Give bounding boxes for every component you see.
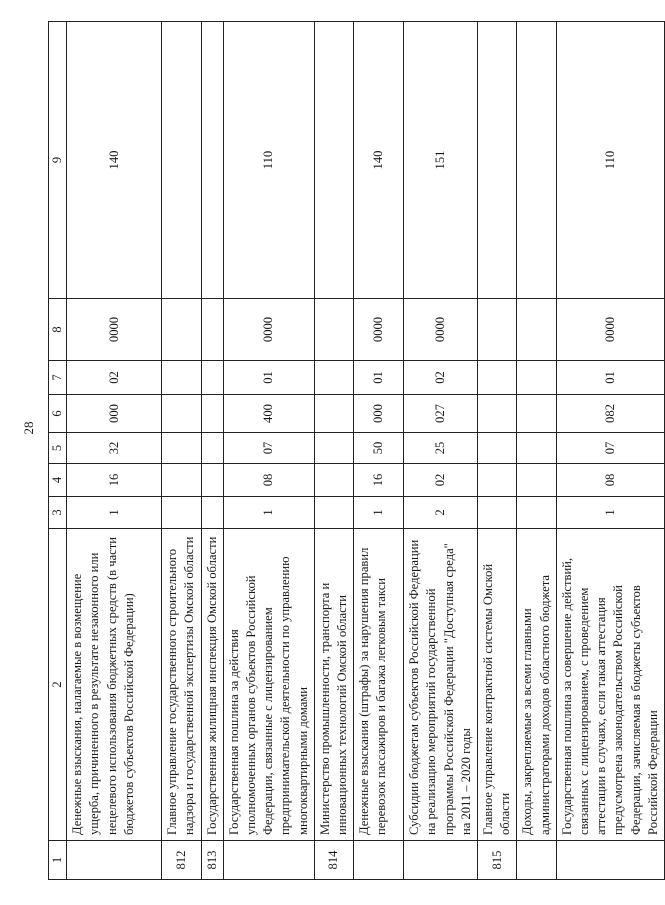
code-subgroup bbox=[517, 464, 556, 497]
revenue-description: Главное управление государственного строительного надзора и государственной экспертизы Омской области bbox=[162, 529, 201, 841]
table-row bbox=[404, 22, 478, 880]
code-subgroup: 08 bbox=[556, 464, 664, 497]
code-subgroup bbox=[314, 464, 353, 497]
revenue-description: Денежные взыскания (штрафы) за нарушения правил перевозок пассажиров и багажа легковым такси bbox=[354, 529, 404, 841]
code-article: 07 bbox=[556, 433, 664, 464]
administrator-code bbox=[517, 841, 556, 880]
code-subarticle bbox=[201, 395, 223, 433]
code-article bbox=[478, 433, 517, 464]
code-element bbox=[201, 361, 223, 395]
code-subarticle bbox=[478, 395, 517, 433]
table-row bbox=[314, 22, 353, 880]
administrator-code bbox=[67, 841, 162, 880]
code-group bbox=[201, 497, 223, 529]
code-subarticle: 082 bbox=[556, 395, 664, 433]
code-element: 01 bbox=[223, 361, 314, 395]
code-element: 01 bbox=[556, 361, 664, 395]
col-header-1: 1 bbox=[49, 841, 67, 880]
code-program: 0000 bbox=[354, 299, 404, 361]
code-subarticle: 400 bbox=[223, 395, 314, 433]
table-row bbox=[556, 22, 664, 880]
code-program bbox=[517, 299, 556, 361]
code-subarticle: 000 bbox=[67, 395, 162, 433]
code-article: 25 bbox=[404, 433, 478, 464]
budget-codes-table bbox=[48, 21, 665, 880]
code-article: 32 bbox=[67, 433, 162, 464]
code-classification: 110 bbox=[223, 22, 314, 299]
administrator-code bbox=[354, 841, 404, 880]
code-group bbox=[162, 497, 201, 529]
code-element bbox=[478, 361, 517, 395]
table-row bbox=[67, 22, 162, 880]
code-group bbox=[517, 497, 556, 529]
col-header-2: 2 bbox=[49, 529, 67, 841]
code-subgroup: 16 bbox=[67, 464, 162, 497]
table-row bbox=[162, 22, 201, 880]
code-subgroup bbox=[478, 464, 517, 497]
page-number: 28 bbox=[21, 421, 36, 435]
code-subarticle bbox=[162, 395, 201, 433]
code-subgroup bbox=[201, 464, 223, 497]
table-row bbox=[223, 22, 314, 880]
revenue-description: Главное управление контрактной системы Омской области bbox=[478, 529, 517, 841]
code-classification: 151 bbox=[404, 22, 478, 299]
col-header-3: 3 bbox=[49, 497, 67, 529]
code-subgroup bbox=[162, 464, 201, 497]
rotated-table-wrapper bbox=[48, 22, 660, 880]
table-row bbox=[478, 22, 517, 880]
code-program: 0000 bbox=[67, 299, 162, 361]
code-classification bbox=[201, 22, 223, 299]
code-article: 07 bbox=[223, 433, 314, 464]
code-article bbox=[517, 433, 556, 464]
revenue-description: Денежные взыскания, налагаемые в возмещение ущерба, причиненного в результате незаконного или нецелевого использования бюджетных средств (в части бюджетов субъектов Российской Федерации) bbox=[67, 529, 162, 841]
col-header-6: 6 bbox=[49, 395, 67, 433]
revenue-description: Министерство промышленности, транспорта и инновационных технологий Омской области bbox=[314, 529, 353, 841]
code-element bbox=[314, 361, 353, 395]
administrator-code bbox=[223, 841, 314, 880]
code-element: 02 bbox=[404, 361, 478, 395]
col-header-7: 7 bbox=[49, 361, 67, 395]
col-header-9: 9 bbox=[49, 22, 67, 299]
code-group: 2 bbox=[404, 497, 478, 529]
table-row bbox=[517, 22, 556, 880]
administrator-code: 815 bbox=[478, 841, 517, 880]
col-header-8: 8 bbox=[49, 299, 67, 361]
code-subarticle bbox=[517, 395, 556, 433]
code-subgroup: 08 bbox=[223, 464, 314, 497]
code-subarticle: 027 bbox=[404, 395, 478, 433]
code-group bbox=[314, 497, 353, 529]
code-element: 02 bbox=[67, 361, 162, 395]
column-number-row bbox=[49, 22, 67, 880]
code-classification bbox=[517, 22, 556, 299]
code-subarticle bbox=[314, 395, 353, 433]
code-program: 0000 bbox=[404, 299, 478, 361]
code-element: 01 bbox=[354, 361, 404, 395]
code-subarticle: 000 bbox=[354, 395, 404, 433]
revenue-description: Государственная жилищная инспекция Омской области bbox=[201, 529, 223, 841]
code-program bbox=[201, 299, 223, 361]
code-article bbox=[201, 433, 223, 464]
code-program: 0000 bbox=[223, 299, 314, 361]
revenue-description: Государственная пошлина за совершение действий, связанных с лицензированием, с проведением аттестации в случаях, если такая аттестация предусмотрена законодательством Российской Федерации, зачисляемая в бюджеты субъектов Российской Федерации bbox=[556, 529, 664, 841]
table-row bbox=[201, 22, 223, 880]
code-classification: 140 bbox=[67, 22, 162, 299]
code-article bbox=[162, 433, 201, 464]
code-subgroup: 16 bbox=[354, 464, 404, 497]
administrator-code: 813 bbox=[201, 841, 223, 880]
code-classification bbox=[162, 22, 201, 299]
code-element bbox=[517, 361, 556, 395]
code-group bbox=[478, 497, 517, 529]
administrator-code: 812 bbox=[162, 841, 201, 880]
code-classification: 110 bbox=[556, 22, 664, 299]
code-classification: 140 bbox=[354, 22, 404, 299]
revenue-description: Субсидии бюджетам субъектов Российской Федерации на реализацию мероприятий государственной программы Российской Федерации "Доступная среда" на 2011 – 2020 годы bbox=[404, 529, 478, 841]
table-row bbox=[354, 22, 404, 880]
code-article: 50 bbox=[354, 433, 404, 464]
code-subgroup: 02 bbox=[404, 464, 478, 497]
administrator-code bbox=[404, 841, 478, 880]
code-program bbox=[162, 299, 201, 361]
code-element bbox=[162, 361, 201, 395]
administrator-code: 814 bbox=[314, 841, 353, 880]
code-classification bbox=[478, 22, 517, 299]
col-header-4: 4 bbox=[49, 464, 67, 497]
code-group: 1 bbox=[67, 497, 162, 529]
administrator-code bbox=[556, 841, 664, 880]
revenue-description: Государственная пошлина за действия уполномоченных органов субъектов Российской Федерации, связанные с лицензированием предпринимательской деятельности по управлению многоквартирными домами bbox=[223, 529, 314, 841]
code-group: 1 bbox=[223, 497, 314, 529]
code-program: 0000 bbox=[556, 299, 664, 361]
code-group: 1 bbox=[354, 497, 404, 529]
code-program bbox=[478, 299, 517, 361]
code-program bbox=[314, 299, 353, 361]
code-classification bbox=[314, 22, 353, 299]
col-header-5: 5 bbox=[49, 433, 67, 464]
code-article bbox=[314, 433, 353, 464]
code-group: 1 bbox=[556, 497, 664, 529]
revenue-description: Доходы, закрепляемые за всеми главными администраторами доходов областного бюджета bbox=[517, 529, 556, 841]
